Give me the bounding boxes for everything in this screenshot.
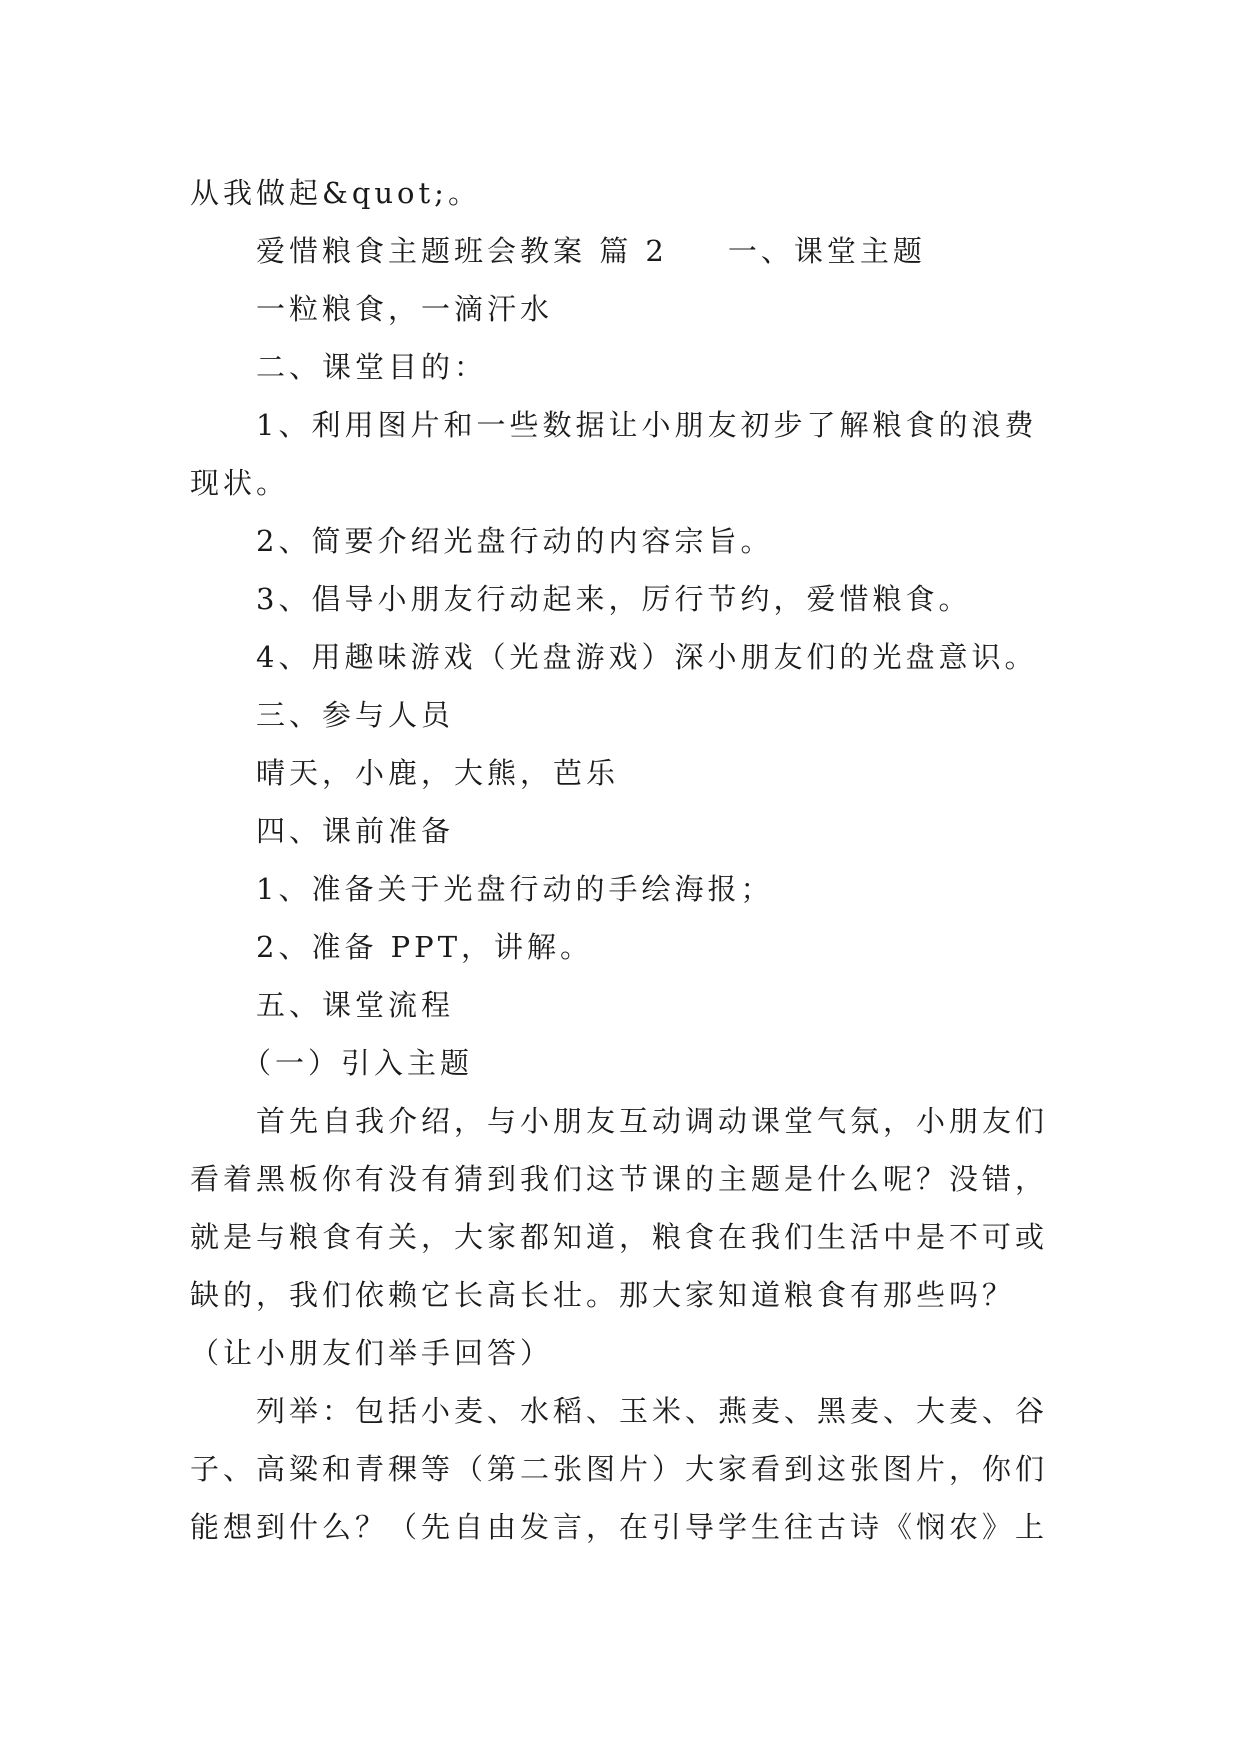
text-line: （一）引入主题 bbox=[242, 1046, 474, 1080]
text-line: 2、简要介绍光盘行动的内容宗旨。 bbox=[256, 524, 774, 558]
text-line: 列举：包括小麦、水稻、玉米、燕麦、黑麦、大麦、谷 bbox=[256, 1394, 1049, 1428]
text-line: 一粒粮食，一滴汗水 bbox=[256, 292, 554, 326]
text-line: 1、准备关于光盘行动的手绘海报； bbox=[256, 872, 774, 906]
text-line: 二、课堂目的： bbox=[256, 350, 488, 384]
text-line: 就是与粮食有关，大家都知道，粮食在我们生活中是不可或 bbox=[190, 1220, 1049, 1254]
section-title: 爱惜粮食主题班会教案 篇 2 bbox=[256, 234, 668, 268]
text-line: 从我做起&quot;。 bbox=[190, 176, 481, 210]
text-line: 三、参与人员 bbox=[256, 698, 455, 732]
text-line: 看着黑板你有没有猜到我们这节课的主题是什么呢？没错， bbox=[190, 1162, 1049, 1196]
text-line: 五、课堂流程 bbox=[256, 988, 455, 1022]
text-line: 3、倡导小朋友行动起来，厉行节约，爱惜粮食。 bbox=[256, 582, 972, 616]
text-line: 现状。 bbox=[190, 466, 290, 500]
text-line: 晴天，小鹿，大熊，芭乐 bbox=[256, 756, 620, 790]
text-line: 缺的，我们依赖它长高长壮。那大家知道粮食有那些吗？ bbox=[190, 1278, 1016, 1312]
text-line: （让小朋友们举手回答） bbox=[190, 1336, 554, 1370]
text-line: 1、利用图片和一些数据让小朋友初步了解粮食的浪费 bbox=[256, 408, 1038, 442]
section-subtitle: 一、课堂主题 bbox=[727, 234, 926, 268]
document-body bbox=[190, 164, 1060, 1556]
text-line: 首先自我介绍，与小朋友互动调动课堂气氛，小朋友们 bbox=[256, 1104, 1049, 1138]
text-line: 四、课前准备 bbox=[256, 814, 455, 848]
text-line: 4、用趣味游戏（光盘游戏）深小朋友们的光盘意识。 bbox=[256, 640, 1038, 674]
text-line: 2、准备 PPT，讲解。 bbox=[256, 930, 594, 964]
text-line: 能想到什么？（先自由发言，在引导学生往古诗《悯农》上 bbox=[190, 1510, 1049, 1544]
text-line-section-heading bbox=[190, 222, 1060, 280]
text-line: 子、高粱和青稞等（第二张图片）大家看到这张图片，你们 bbox=[190, 1452, 1049, 1486]
